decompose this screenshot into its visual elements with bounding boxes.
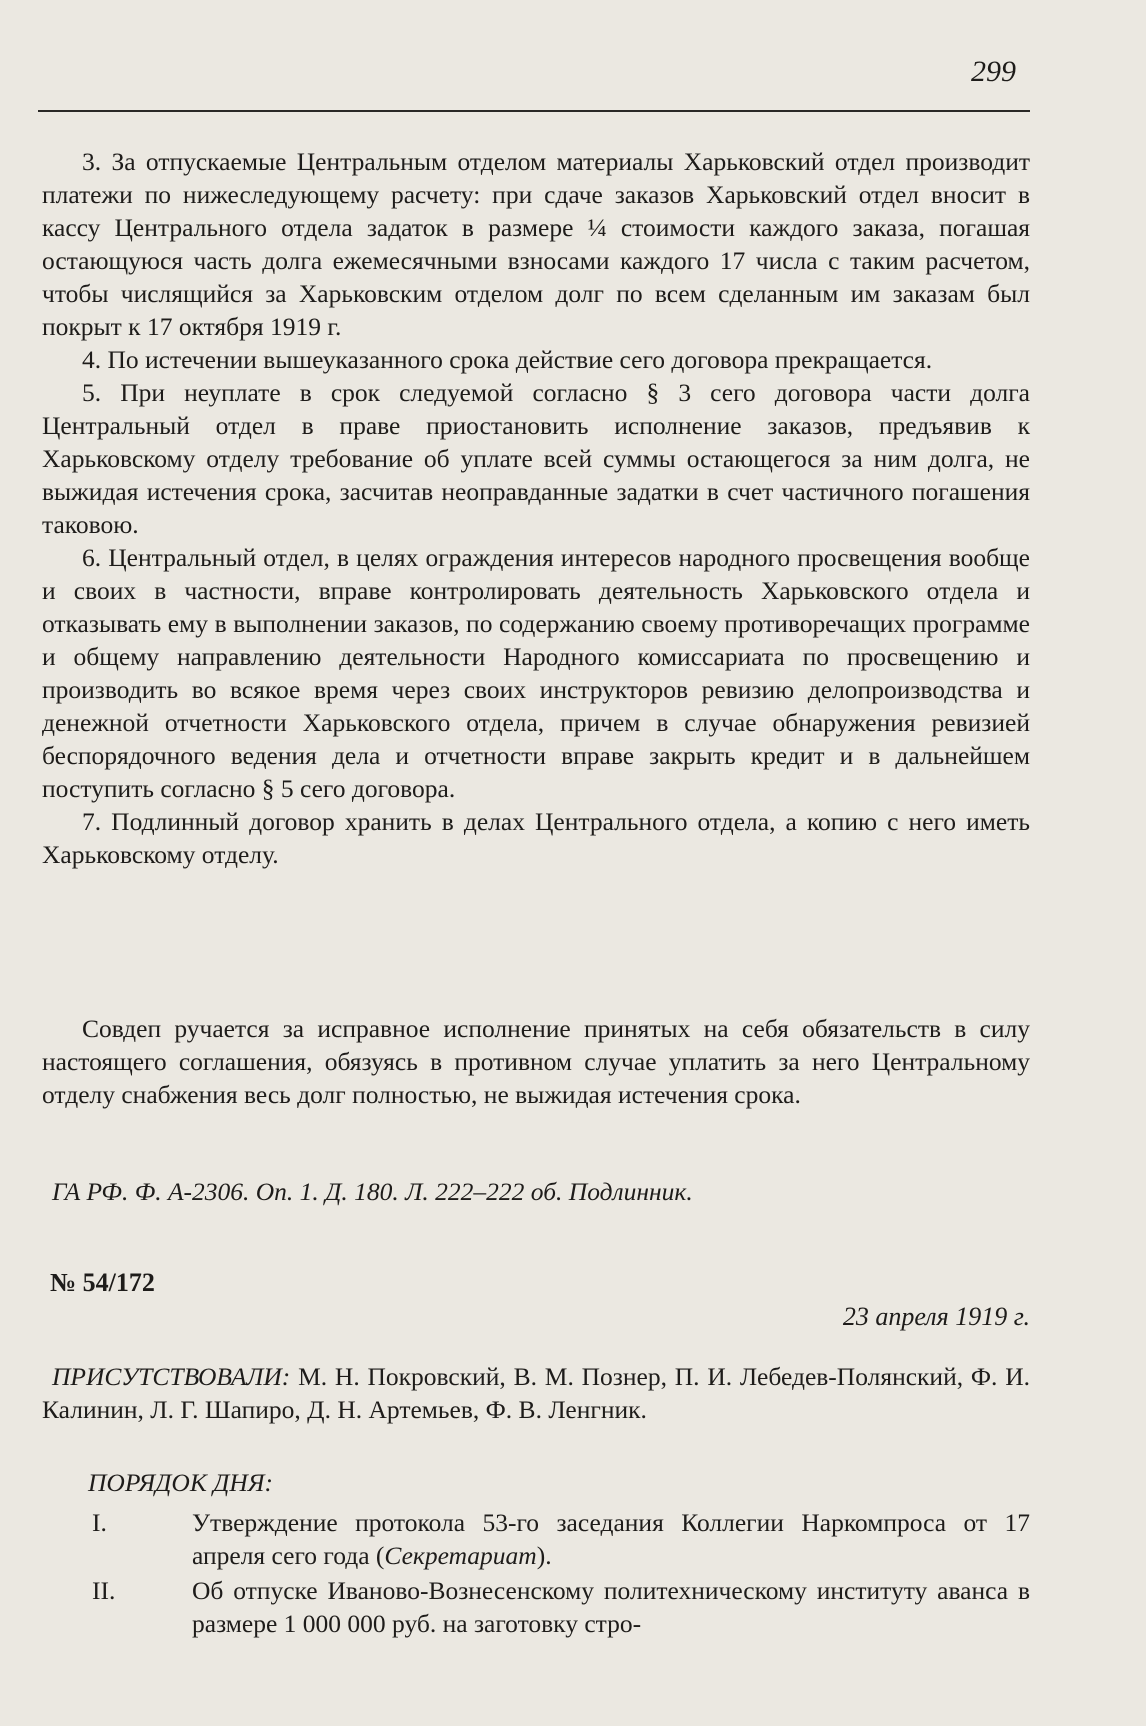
clause-5: 5. При неуплате в срок следуемой согласно § 3 сего договора части долга Центральный отдел в праве приостановить исполнение заказов, предъявив к Харьковскому отделу требование об уплате всей суммы остающегося за ним долга, не выжидая истечения срока, засчитав неоправданные задатки в счет частичного погашения таковою. xyxy=(42,378,1030,539)
contract-clauses xyxy=(42,145,1030,871)
clause-7: 7. Подлинный договор хранить в делах Центрального отдела, а копию с него иметь Харьковскому отделу. xyxy=(42,807,1030,869)
guarantee-paragraph xyxy=(42,1012,1030,1111)
agenda-title: ПОРЯДОК ДНЯ: xyxy=(88,1468,274,1497)
header-rule xyxy=(38,110,1030,112)
agenda-list xyxy=(42,1506,1030,1642)
agenda-item-text xyxy=(192,1574,1030,1640)
clause-6: 6. Центральный отдел, в целях ограждения интересов народного просвещения вообще и своих в частности, вправе контролировать деятельность Харьковского отдела и отказывать ему в выполнении заказов, по содержанию своему противоречащих программе и общему направлению деятельности Народного комиссариата по просвещению и производить во всякое время через своих инструкторов ревизию делопроизводства и денежной отчетности Харьковского отдела, причем в случае обнаружения ревизией беспорядочного ведения дела и отчетности вправе закрыть кредит и в дальнейшем поступить согласно § 5 сего договора. xyxy=(42,543,1030,803)
clause-3: 3. За отпускаемые Центральным отделом материалы Харьковский отдел производит платежи по нижеследующему расчету: при сдаче заказов Харьковский отдел вносит в кассу Центрального отдела задаток в размере ¼ стоимости каждого заказа, погашая остающуюся часть долга ежемесячными взносами каждого 17 числа с таким расчетом, чтобы числящийся за Харьковским отделом долг по всем сделанным им заказам был покрыт к 17 октября 1919 г. xyxy=(42,147,1030,341)
agenda-item-responsible: Секретариат xyxy=(384,1541,537,1570)
clause-4: 4. По истечении вышеуказанного срока действие сего договора прекращается. xyxy=(82,345,933,374)
guarantee-text: Совдеп ручается за исправное исполнение принятых на себя обязательств в силу настоящего соглашения, обязуясь в противном случае уплатить за него Центральному отделу снабжения весь долг полностью, не выжидая истечения срока. xyxy=(42,1014,1030,1109)
agenda-item xyxy=(42,1574,1030,1640)
document-date: 23 апреля 1919 г. xyxy=(842,1302,1030,1331)
agenda-item-number: I. xyxy=(92,1508,107,1537)
agenda-item-body: Об отпуске Иваново-Вознесенскому политехническому институту аванса в размере 1 000 000 руб. на заготовку стро- xyxy=(192,1576,1030,1638)
agenda-item-body: Утверждение протокола 53-го заседания Коллегии Наркомпроса от 17 апреля сего года ( xyxy=(192,1508,1030,1570)
attendance-names: М. Н. Покровский, В. М. Познер, П. И. Лебедев-Полянский, Ф. И. Калинин, Л. Г. Шапиро, Д. Н. Артемьев, Ф. В. Ленгник. xyxy=(42,1362,1031,1424)
page-number: 299 xyxy=(971,55,1016,88)
document-number: № 54/172 xyxy=(50,1268,155,1297)
attendance-block xyxy=(42,1360,1030,1426)
attendance-label: ПРИСУТСТВОВАЛИ: xyxy=(52,1362,291,1391)
archive-reference: ГА РФ. Ф. А-2306. Оп. 1. Д. 180. Л. 222–222 об. Подлинник. xyxy=(52,1177,693,1206)
agenda-item-text xyxy=(192,1506,1030,1572)
agenda-item-number: II. xyxy=(92,1576,116,1605)
agenda-item-tail: ). xyxy=(536,1541,552,1570)
agenda-item xyxy=(42,1506,1030,1572)
